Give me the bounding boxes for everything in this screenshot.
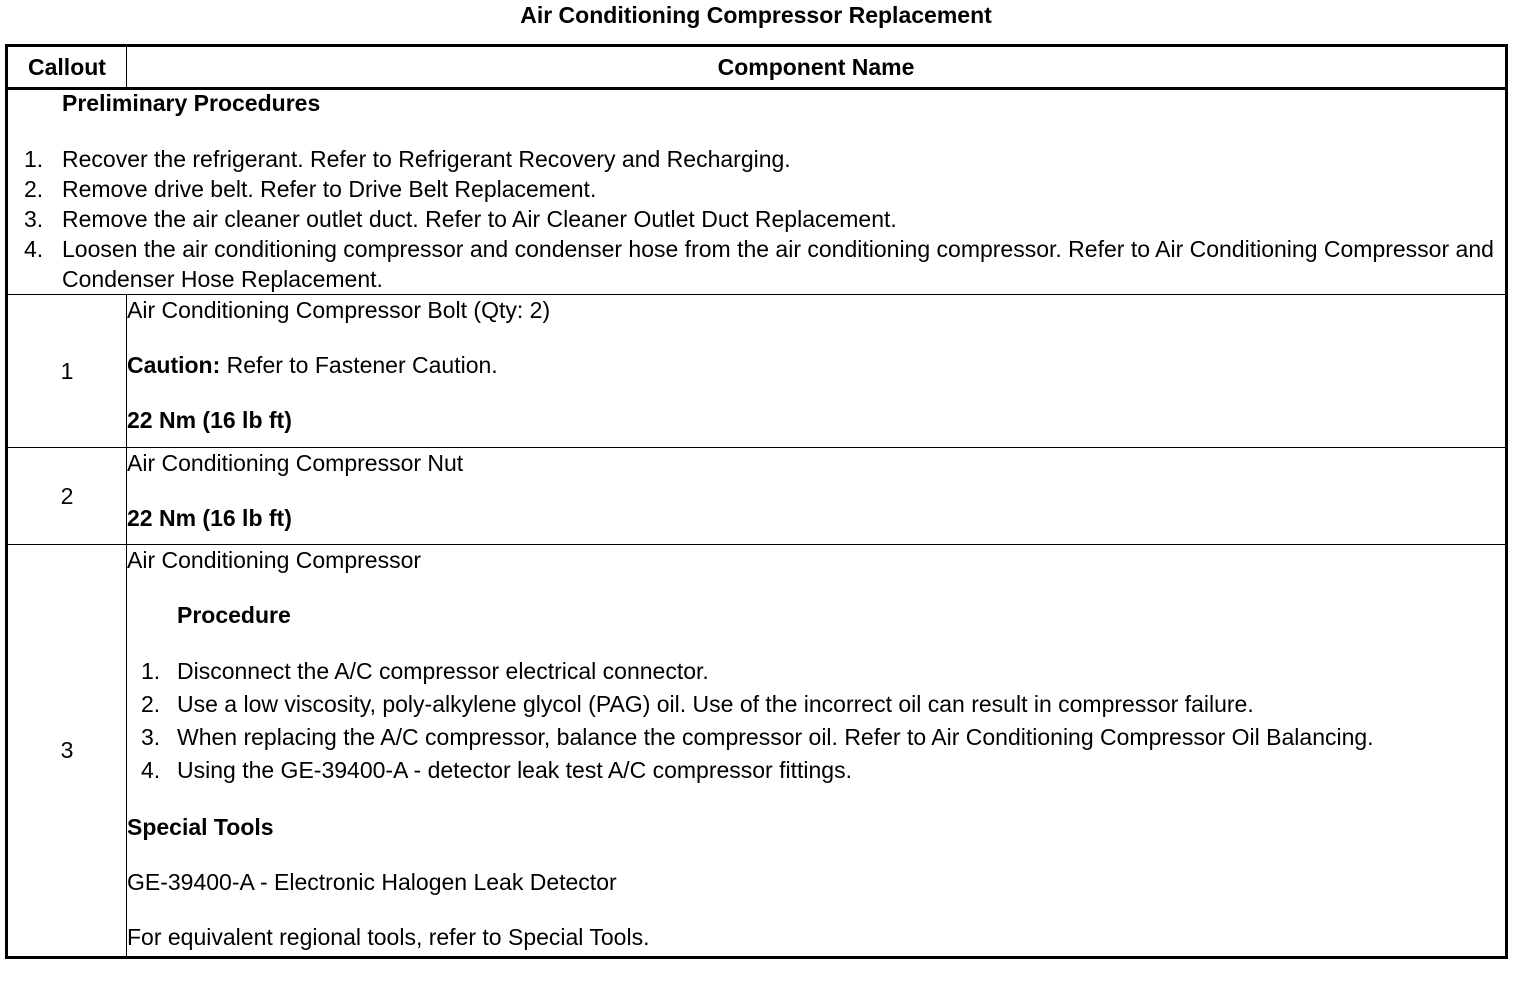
step-text: Remove drive belt. Refer to Drive Belt Replacement.: [62, 176, 597, 202]
step-text: Using the GE-39400-A - detector leak test A/C compressor fittings.: [177, 757, 852, 783]
table-row: [7, 448, 1507, 545]
component-header: Component Name: [127, 46, 1507, 89]
tools-note: For equivalent regional tools, refer to Special Tools.: [127, 924, 650, 950]
component-cell: [127, 545, 1507, 958]
list-item: [8, 174, 1505, 204]
special-tool: GE-39400-A - Electronic Halogen Leak Detector: [127, 869, 617, 895]
step-text: Remove the air cleaner outlet duct. Refer to Air Cleaner Outlet Duct Replacement.: [62, 206, 897, 232]
step-number: 4.: [24, 236, 44, 262]
list-item: [127, 655, 1505, 688]
component-name: Air Conditioning Compressor: [127, 547, 422, 573]
table-row: [7, 545, 1507, 958]
step-text: Disconnect the A/C compressor electrical connector.: [177, 658, 709, 684]
callout-number: 1: [7, 295, 127, 448]
list-item: [127, 721, 1505, 754]
callout-number: 3: [7, 545, 127, 958]
list-item: [8, 144, 1505, 174]
header-row: [7, 46, 1507, 89]
preliminary-heading: Preliminary Procedures: [62, 90, 321, 116]
list-item: [8, 234, 1505, 294]
step-number: 1.: [24, 146, 44, 172]
special-tools-heading: Special Tools: [127, 814, 274, 840]
step-text: Use a low viscosity, poly-alkylene glycol (PAG) oil. Use of the incorrect oil can result in compressor failure.: [177, 691, 1254, 717]
step-number: 2.: [141, 691, 161, 717]
preliminary-list: [8, 144, 1505, 294]
caution-text: Refer to Fastener Caution.: [220, 352, 498, 378]
list-item: [127, 688, 1505, 721]
component-name: Air Conditioning Compressor Nut: [127, 450, 464, 476]
component-name: Air Conditioning Compressor Bolt (Qty: 2): [127, 297, 551, 323]
step-number: 2.: [24, 176, 44, 202]
step-number: 3.: [141, 724, 161, 750]
torque-spec: 22 Nm (16 lb ft): [127, 407, 292, 433]
procedure-table: [5, 44, 1508, 959]
caution-label: Caution:: [127, 352, 221, 378]
procedure-list: [127, 655, 1505, 787]
callout-number: 2: [7, 448, 127, 545]
component-cell: [127, 448, 1507, 545]
table-row: [7, 295, 1507, 448]
page-title: Air Conditioning Compressor Replacement: [520, 2, 992, 28]
list-item: [8, 204, 1505, 234]
torque-spec: 22 Nm (16 lb ft): [127, 505, 292, 531]
callout-header: Callout: [7, 46, 127, 89]
preliminary-row: [7, 89, 1507, 295]
preliminary-cell: [7, 89, 1507, 295]
step-number: 1.: [141, 658, 161, 684]
caution-line: [127, 350, 1505, 380]
component-cell: [127, 295, 1507, 448]
step-text: Recover the refrigerant. Refer to Refrigerant Recovery and Recharging.: [62, 146, 791, 172]
step-text: When replacing the A/C compressor, balance the compressor oil. Refer to Air Conditioning Compressor Oil Balancing.: [177, 724, 1374, 750]
procedure-heading: Procedure: [177, 602, 291, 628]
step-number: 4.: [141, 757, 161, 783]
step-text: Loosen the air conditioning compressor and condenser hose from the air conditioning compressor. Refer to Air Conditioning Compressor and Condenser Hose Replacement.: [62, 236, 1494, 292]
step-number: 3.: [24, 206, 44, 232]
list-item: [127, 754, 1505, 787]
